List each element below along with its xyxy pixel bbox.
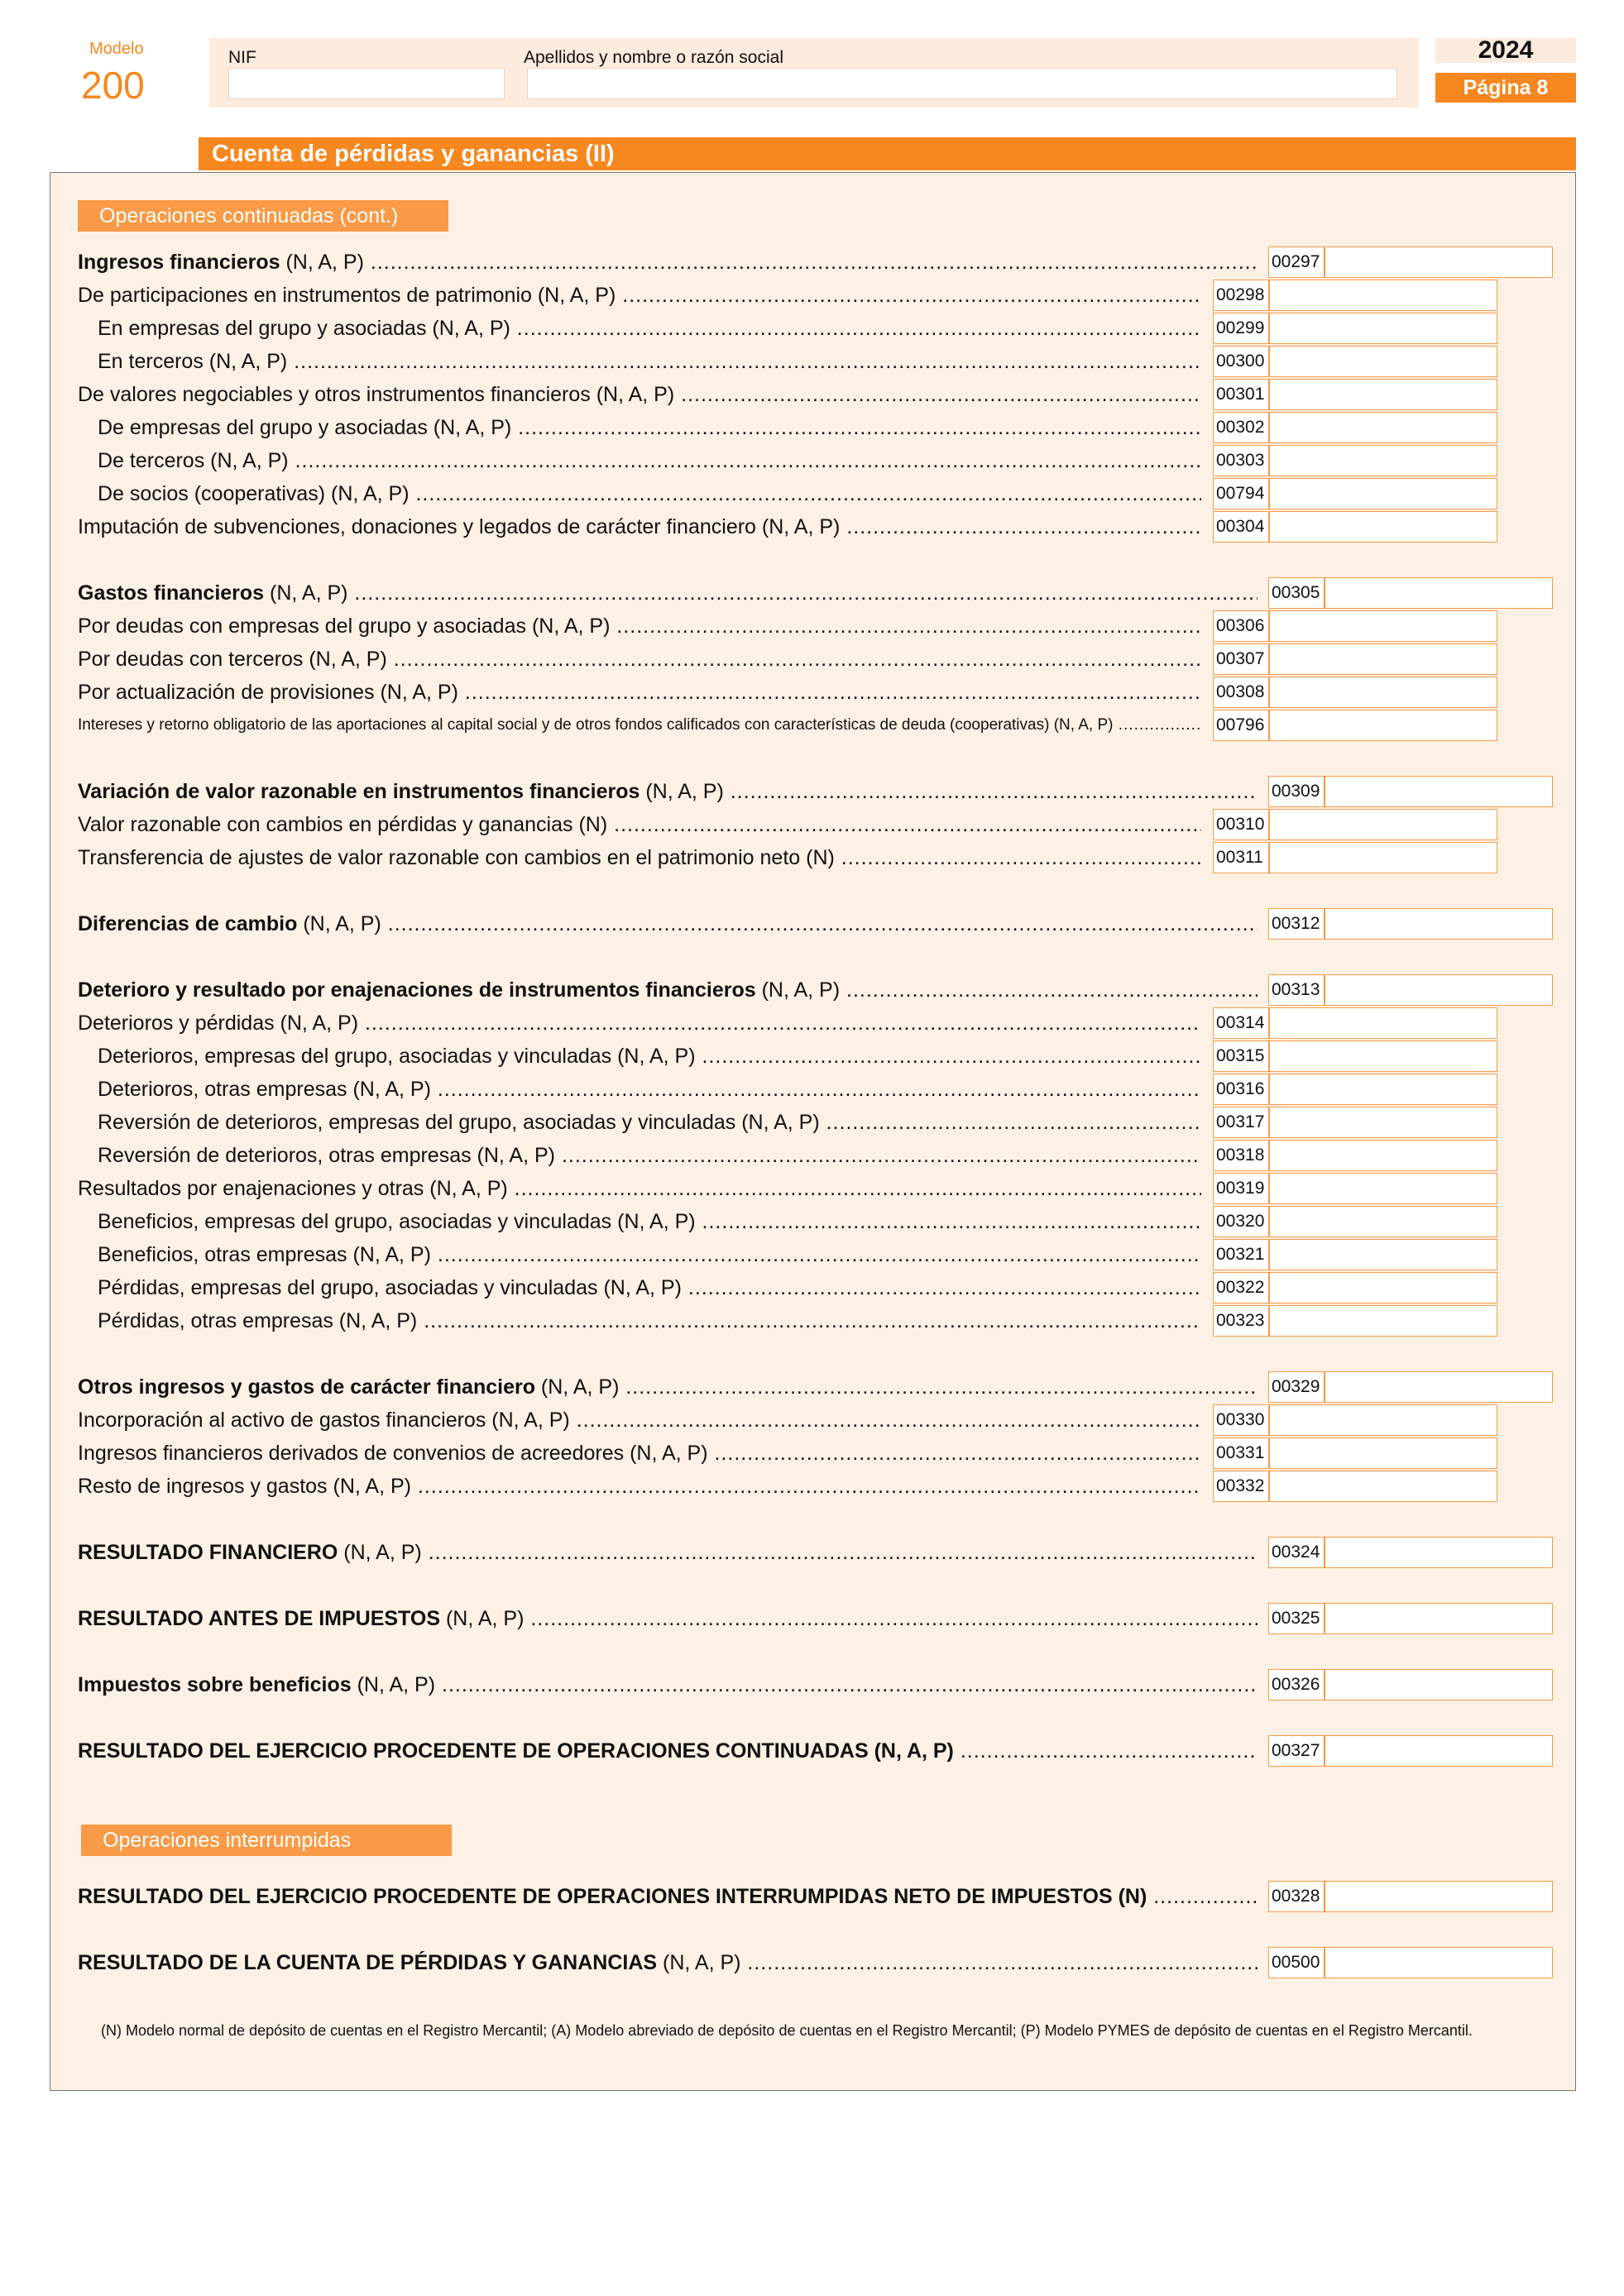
row-label-text: RESULTADO FINANCIERO (N, A, P) ..... <box>78 1541 1258 1565</box>
row-label-text: Por deudas con terceros (N, A, P) ..... <box>78 648 1201 672</box>
row-label-text: Reversión de deterioros, otras empresas (N, A, P) ..... <box>78 1144 1201 1168</box>
row-label-text: Deterioros, otras empresas (N, A, P) ..... <box>78 1078 1201 1102</box>
row-00312-label <box>78 908 1258 940</box>
code-box-00325: 00325 <box>1268 1603 1325 1634</box>
row-00301-label <box>78 379 1201 410</box>
amount-field-00330[interactable] <box>1269 1404 1497 1436</box>
row-label-text: Deterioros, empresas del grupo, asociadas y vinculadas (N, A, P) ..... <box>78 1045 1201 1069</box>
row-00308-label <box>78 677 1201 708</box>
row-00794-label <box>78 478 1201 509</box>
row-00304-label <box>78 511 1201 543</box>
code-box-00322: 00322 <box>1213 1272 1269 1303</box>
code-box-00500: 00500 <box>1268 1947 1325 1978</box>
amount-field-00327[interactable] <box>1325 1735 1553 1767</box>
name-field[interactable] <box>527 68 1397 99</box>
amount-field-00329[interactable] <box>1325 1371 1553 1403</box>
row-label-bold: Ingresos financieros <box>78 250 280 274</box>
code-box-00327: 00327 <box>1268 1735 1325 1767</box>
row-00321-label <box>78 1239 1201 1270</box>
code-box-00323: 00323 <box>1213 1305 1269 1337</box>
row-00324-label <box>78 1537 1258 1568</box>
row-label-text: En terceros (N, A, P) ..... <box>78 350 1201 374</box>
modelo-number: 200 <box>81 64 145 107</box>
row-00303-label <box>78 445 1201 476</box>
row-00325-label <box>78 1603 1258 1634</box>
code-box-00794: 00794 <box>1213 478 1269 509</box>
row-label-text: Otros ingresos y gastos de carácter financiero (N, A, P) ..... <box>78 1375 1258 1399</box>
row-00305-label <box>78 577 1258 609</box>
amount-field-00332[interactable] <box>1269 1471 1497 1502</box>
row-00298-label <box>78 280 1201 311</box>
code-box-00301: 00301 <box>1213 379 1269 410</box>
amount-field-00325[interactable] <box>1325 1603 1553 1634</box>
amount-field-00308[interactable] <box>1269 677 1497 708</box>
row-00313-label <box>78 974 1258 1006</box>
row-00500-label <box>78 1947 1258 1978</box>
row-00322-label <box>78 1272 1201 1303</box>
row-00307-label <box>78 643 1201 675</box>
row-label-text: Ingresos financieros derivados de convenios de acreedores (N, A, P) ..... <box>78 1442 1201 1466</box>
amount-field-00311[interactable] <box>1269 842 1497 873</box>
row-00320-label <box>78 1206 1201 1237</box>
amount-field-00307[interactable] <box>1269 643 1497 675</box>
row-label-bold: RESULTADO DE LA CUENTA DE PÉRDIDAS Y GANANCIAS <box>78 1950 658 1974</box>
row-label-text: Diferencias de cambio (N, A, P) ..... <box>78 912 1258 936</box>
code-box-00312: 00312 <box>1268 908 1325 940</box>
code-box-00310: 00310 <box>1213 809 1269 840</box>
row-label-bold: Gastos financieros <box>78 581 265 605</box>
row-label-text: Por actualización de provisiones (N, A, P) ..... <box>78 681 1201 705</box>
row-label-text: Reversión de deterioros, empresas del grupo, asociadas y vinculadas (N, A, P) ..... <box>78 1111 1201 1135</box>
code-box-00314: 00314 <box>1213 1007 1269 1039</box>
row-label-text: Deterioros y pérdidas (N, A, P) ..... <box>78 1012 1201 1036</box>
name-label: Apellidos y nombre o razón social <box>524 48 783 67</box>
row-label-text: De participaciones en instrumentos de patrimonio (N, A, P) ..... <box>78 284 1201 308</box>
row-00327-label <box>78 1735 1258 1767</box>
row-00329-label <box>78 1371 1258 1403</box>
amount-field-00304[interactable] <box>1269 511 1497 543</box>
row-label-text: Gastos financieros (N, A, P) ..... <box>78 581 1258 605</box>
amount-field-00300[interactable] <box>1269 346 1497 377</box>
row-label-text: En empresas del grupo y asociadas (N, A, P) ..... <box>78 317 1201 341</box>
amount-field-00309[interactable] <box>1325 776 1553 807</box>
code-box-00328: 00328 <box>1268 1881 1325 1912</box>
row-00332-label <box>78 1471 1201 1502</box>
amount-field-00315[interactable] <box>1269 1040 1497 1072</box>
amount-field-00328[interactable] <box>1325 1881 1553 1912</box>
row-label-bold: Deterioro y resultado por enajenaciones de instrumentos financieros <box>78 978 756 1002</box>
row-00300-label <box>78 346 1201 377</box>
code-box-00307: 00307 <box>1213 643 1269 675</box>
code-box-00320: 00320 <box>1213 1206 1269 1237</box>
code-box-00317: 00317 <box>1213 1107 1269 1138</box>
row-00302-label <box>78 412 1201 443</box>
code-box-00302: 00302 <box>1213 412 1269 443</box>
amount-field-00305[interactable] <box>1325 577 1553 609</box>
code-box-00329: 00329 <box>1268 1371 1325 1403</box>
code-box-00331: 00331 <box>1213 1437 1269 1469</box>
row-label-text: Valor razonable con cambios en pérdidas y ganancias (N) ..... <box>78 813 1201 837</box>
row-label-text: Imputación de subvenciones, donaciones y legados de carácter financiero (N, A, P) ..... <box>78 515 1201 539</box>
row-label-text: Ingresos financieros (N, A, P) ..... <box>78 251 1258 275</box>
code-box-00309: 00309 <box>1268 776 1325 807</box>
row-label-text: De empresas del grupo y asociadas (N, A, P) ..... <box>78 416 1201 440</box>
amount-field-00794[interactable] <box>1269 478 1497 509</box>
amount-field-00298[interactable] <box>1269 280 1497 311</box>
amount-field-00796[interactable] <box>1269 710 1497 741</box>
row-label-text: Intereses y retorno obligatorio de las aportaciones al capital social y de otros fondos calificados con características de deuda (cooperativas) (N, A, P) ..... <box>78 716 1201 734</box>
amount-field-00320[interactable] <box>1269 1206 1497 1237</box>
row-00316-label <box>78 1074 1201 1105</box>
code-box-00319: 00319 <box>1213 1173 1269 1204</box>
row-label-text: Por deudas con empresas del grupo y asociadas (N, A, P) ..... <box>78 615 1201 639</box>
row-00326-label <box>78 1669 1258 1700</box>
row-label-text: Impuestos sobre beneficios (N, A, P) ..... <box>78 1673 1258 1697</box>
code-box-00315: 00315 <box>1213 1040 1269 1072</box>
page-badge: Página 8 <box>1435 73 1576 103</box>
code-box-00308: 00308 <box>1213 677 1269 708</box>
row-00317-label <box>78 1107 1201 1138</box>
amount-field-00500[interactable] <box>1325 1947 1553 1978</box>
row-00314-label <box>78 1007 1201 1039</box>
row-label-text: Incorporación al activo de gastos financieros (N, A, P) ..... <box>78 1409 1201 1433</box>
code-box-00306: 00306 <box>1213 610 1269 642</box>
row-00311-label <box>78 842 1201 873</box>
row-label-text: Pérdidas, otras empresas (N, A, P) ..... <box>78 1309 1201 1333</box>
amount-field-00321[interactable] <box>1269 1239 1497 1270</box>
row-00297-label <box>78 246 1258 278</box>
amount-field-00324[interactable] <box>1325 1537 1553 1568</box>
row-00328-label <box>78 1881 1258 1912</box>
amount-field-00301[interactable] <box>1269 379 1497 410</box>
row-label-text: Pérdidas, empresas del grupo, asociadas y vinculadas (N, A, P) ..... <box>78 1276 1201 1300</box>
amount-field-00299[interactable] <box>1269 313 1497 344</box>
row-00796-label <box>78 710 1201 741</box>
code-box-00304: 00304 <box>1213 511 1269 543</box>
code-box-00297: 00297 <box>1268 246 1325 278</box>
amount-field-00310[interactable] <box>1269 809 1497 840</box>
code-box-00298: 00298 <box>1213 280 1269 311</box>
row-label-text: Beneficios, empresas del grupo, asociadas y vinculadas (N, A, P) ..... <box>78 1210 1201 1234</box>
footnote: (N) Modelo normal de depósito de cuentas en el Registro Mercantil; (A) Modelo abreviado de depósito de cuentas en el Registro Mercantil; (P) Modelo PYMES de depósito de cuentas en el Registro Mercantil. <box>101 2022 1473 2039</box>
section-tag-continuadas: Operaciones continuadas (cont.) <box>78 200 448 232</box>
amount-field-00314[interactable] <box>1269 1007 1497 1039</box>
row-label-bold: RESULTADO ANTES DE IMPUESTOS <box>78 1606 441 1630</box>
amount-field-00326[interactable] <box>1325 1669 1553 1700</box>
section-tag-interrumpidas: Operaciones interrumpidas <box>81 1825 452 1856</box>
row-label-bold: Diferencias de cambio <box>78 911 298 935</box>
code-box-00300: 00300 <box>1213 346 1269 377</box>
row-00315-label <box>78 1040 1201 1072</box>
amount-field-00331[interactable] <box>1269 1437 1497 1469</box>
section-title: Cuenta de pérdidas y ganancias (II) <box>199 137 1576 170</box>
amount-field-00318[interactable] <box>1269 1140 1497 1171</box>
row-00306-label <box>78 610 1201 642</box>
code-box-00303: 00303 <box>1213 445 1269 476</box>
row-00310-label <box>78 809 1201 840</box>
row-label-bold: Impuestos sobre beneficios <box>78 1672 352 1696</box>
nif-label: NIF <box>228 48 256 67</box>
amount-field-00297[interactable] <box>1325 246 1553 278</box>
row-label-text: De socios (cooperativas) (N, A, P) ..... <box>78 482 1201 506</box>
code-box-00332: 00332 <box>1213 1471 1269 1502</box>
row-label-bold: RESULTADO DEL EJERCICIO PROCEDENTE DE OPERACIONES CONTINUADAS (N, A, P) <box>78 1739 954 1763</box>
amount-field-00322[interactable] <box>1269 1272 1497 1303</box>
amount-field-00312[interactable] <box>1325 908 1553 940</box>
row-label-bold: RESULTADO FINANCIERO <box>78 1540 338 1564</box>
amount-field-00319[interactable] <box>1269 1173 1497 1204</box>
code-box-00326: 00326 <box>1268 1669 1325 1700</box>
code-box-00299: 00299 <box>1213 313 1269 344</box>
row-label-text: Beneficios, otras empresas (N, A, P) ..... <box>78 1243 1201 1267</box>
modelo-label: Modelo <box>89 40 144 58</box>
row-00299-label <box>78 313 1201 344</box>
code-box-00796: 00796 <box>1213 710 1269 741</box>
row-label-text: De terceros (N, A, P) ..... <box>78 449 1201 473</box>
row-label-text: De valores negociables y otros instrumentos financieros (N, A, P) ..... <box>78 383 1201 407</box>
row-00319-label <box>78 1173 1201 1204</box>
row-label-text <box>78 1739 1258 1763</box>
row-00331-label <box>78 1437 1201 1469</box>
code-box-00316: 00316 <box>1213 1074 1269 1105</box>
row-00330-label <box>78 1404 1201 1436</box>
row-label-text: Resultados por enajenaciones y otras (N, A, P) ..... <box>78 1177 1201 1201</box>
code-box-00318: 00318 <box>1213 1140 1269 1171</box>
code-box-00313: 00313 <box>1268 974 1325 1006</box>
row-label-text: Deterioro y resultado por enajenaciones de instrumentos financieros (N, A, P) ..... <box>78 978 1258 1002</box>
row-label-text: Transferencia de ajustes de valor razonable con cambios en el patrimonio neto (N) ..... <box>78 846 1201 870</box>
row-label-text: RESULTADO ANTES DE IMPUESTOS (N, A, P) ..... <box>78 1607 1258 1631</box>
amount-field-00323[interactable] <box>1269 1305 1497 1337</box>
row-00323-label <box>78 1305 1201 1337</box>
row-00309-label <box>78 776 1258 807</box>
nif-field[interactable] <box>228 68 505 99</box>
code-box-00311: 00311 <box>1213 842 1269 873</box>
amount-field-00302[interactable] <box>1269 412 1497 443</box>
amount-field-00313[interactable] <box>1325 974 1553 1006</box>
year-badge: 2024 <box>1435 38 1576 63</box>
code-box-00324: 00324 <box>1268 1537 1325 1568</box>
row-label-bold: Otros ingresos y gastos de carácter financiero <box>78 1375 535 1399</box>
row-label-text: Resto de ingresos y gastos (N, A, P) ..... <box>78 1475 1201 1499</box>
code-box-00305: 00305 <box>1268 577 1325 609</box>
code-box-00330: 00330 <box>1213 1404 1269 1436</box>
amount-field-00303[interactable] <box>1269 445 1497 476</box>
row-label-text <box>78 1885 1258 1909</box>
amount-field-00317[interactable] <box>1269 1107 1497 1138</box>
amount-field-00316[interactable] <box>1269 1074 1497 1105</box>
row-00318-label <box>78 1140 1201 1171</box>
row-label-bold: RESULTADO DEL EJERCICIO PROCEDENTE DE OPERACIONES INTERRUMPIDAS NETO DE IMPUESTOS (N) <box>78 1884 1147 1908</box>
row-label-text: RESULTADO DE LA CUENTA DE PÉRDIDAS Y GANANCIAS (N, A, P) ..... <box>78 1951 1258 1975</box>
amount-field-00306[interactable] <box>1269 610 1497 642</box>
code-box-00321: 00321 <box>1213 1239 1269 1270</box>
page-header <box>0 0 1624 124</box>
row-label-bold: Variación de valor razonable en instrumentos financieros <box>78 779 640 803</box>
row-label-text: Variación de valor razonable en instrumentos financieros (N, A, P) ..... <box>78 780 1258 804</box>
